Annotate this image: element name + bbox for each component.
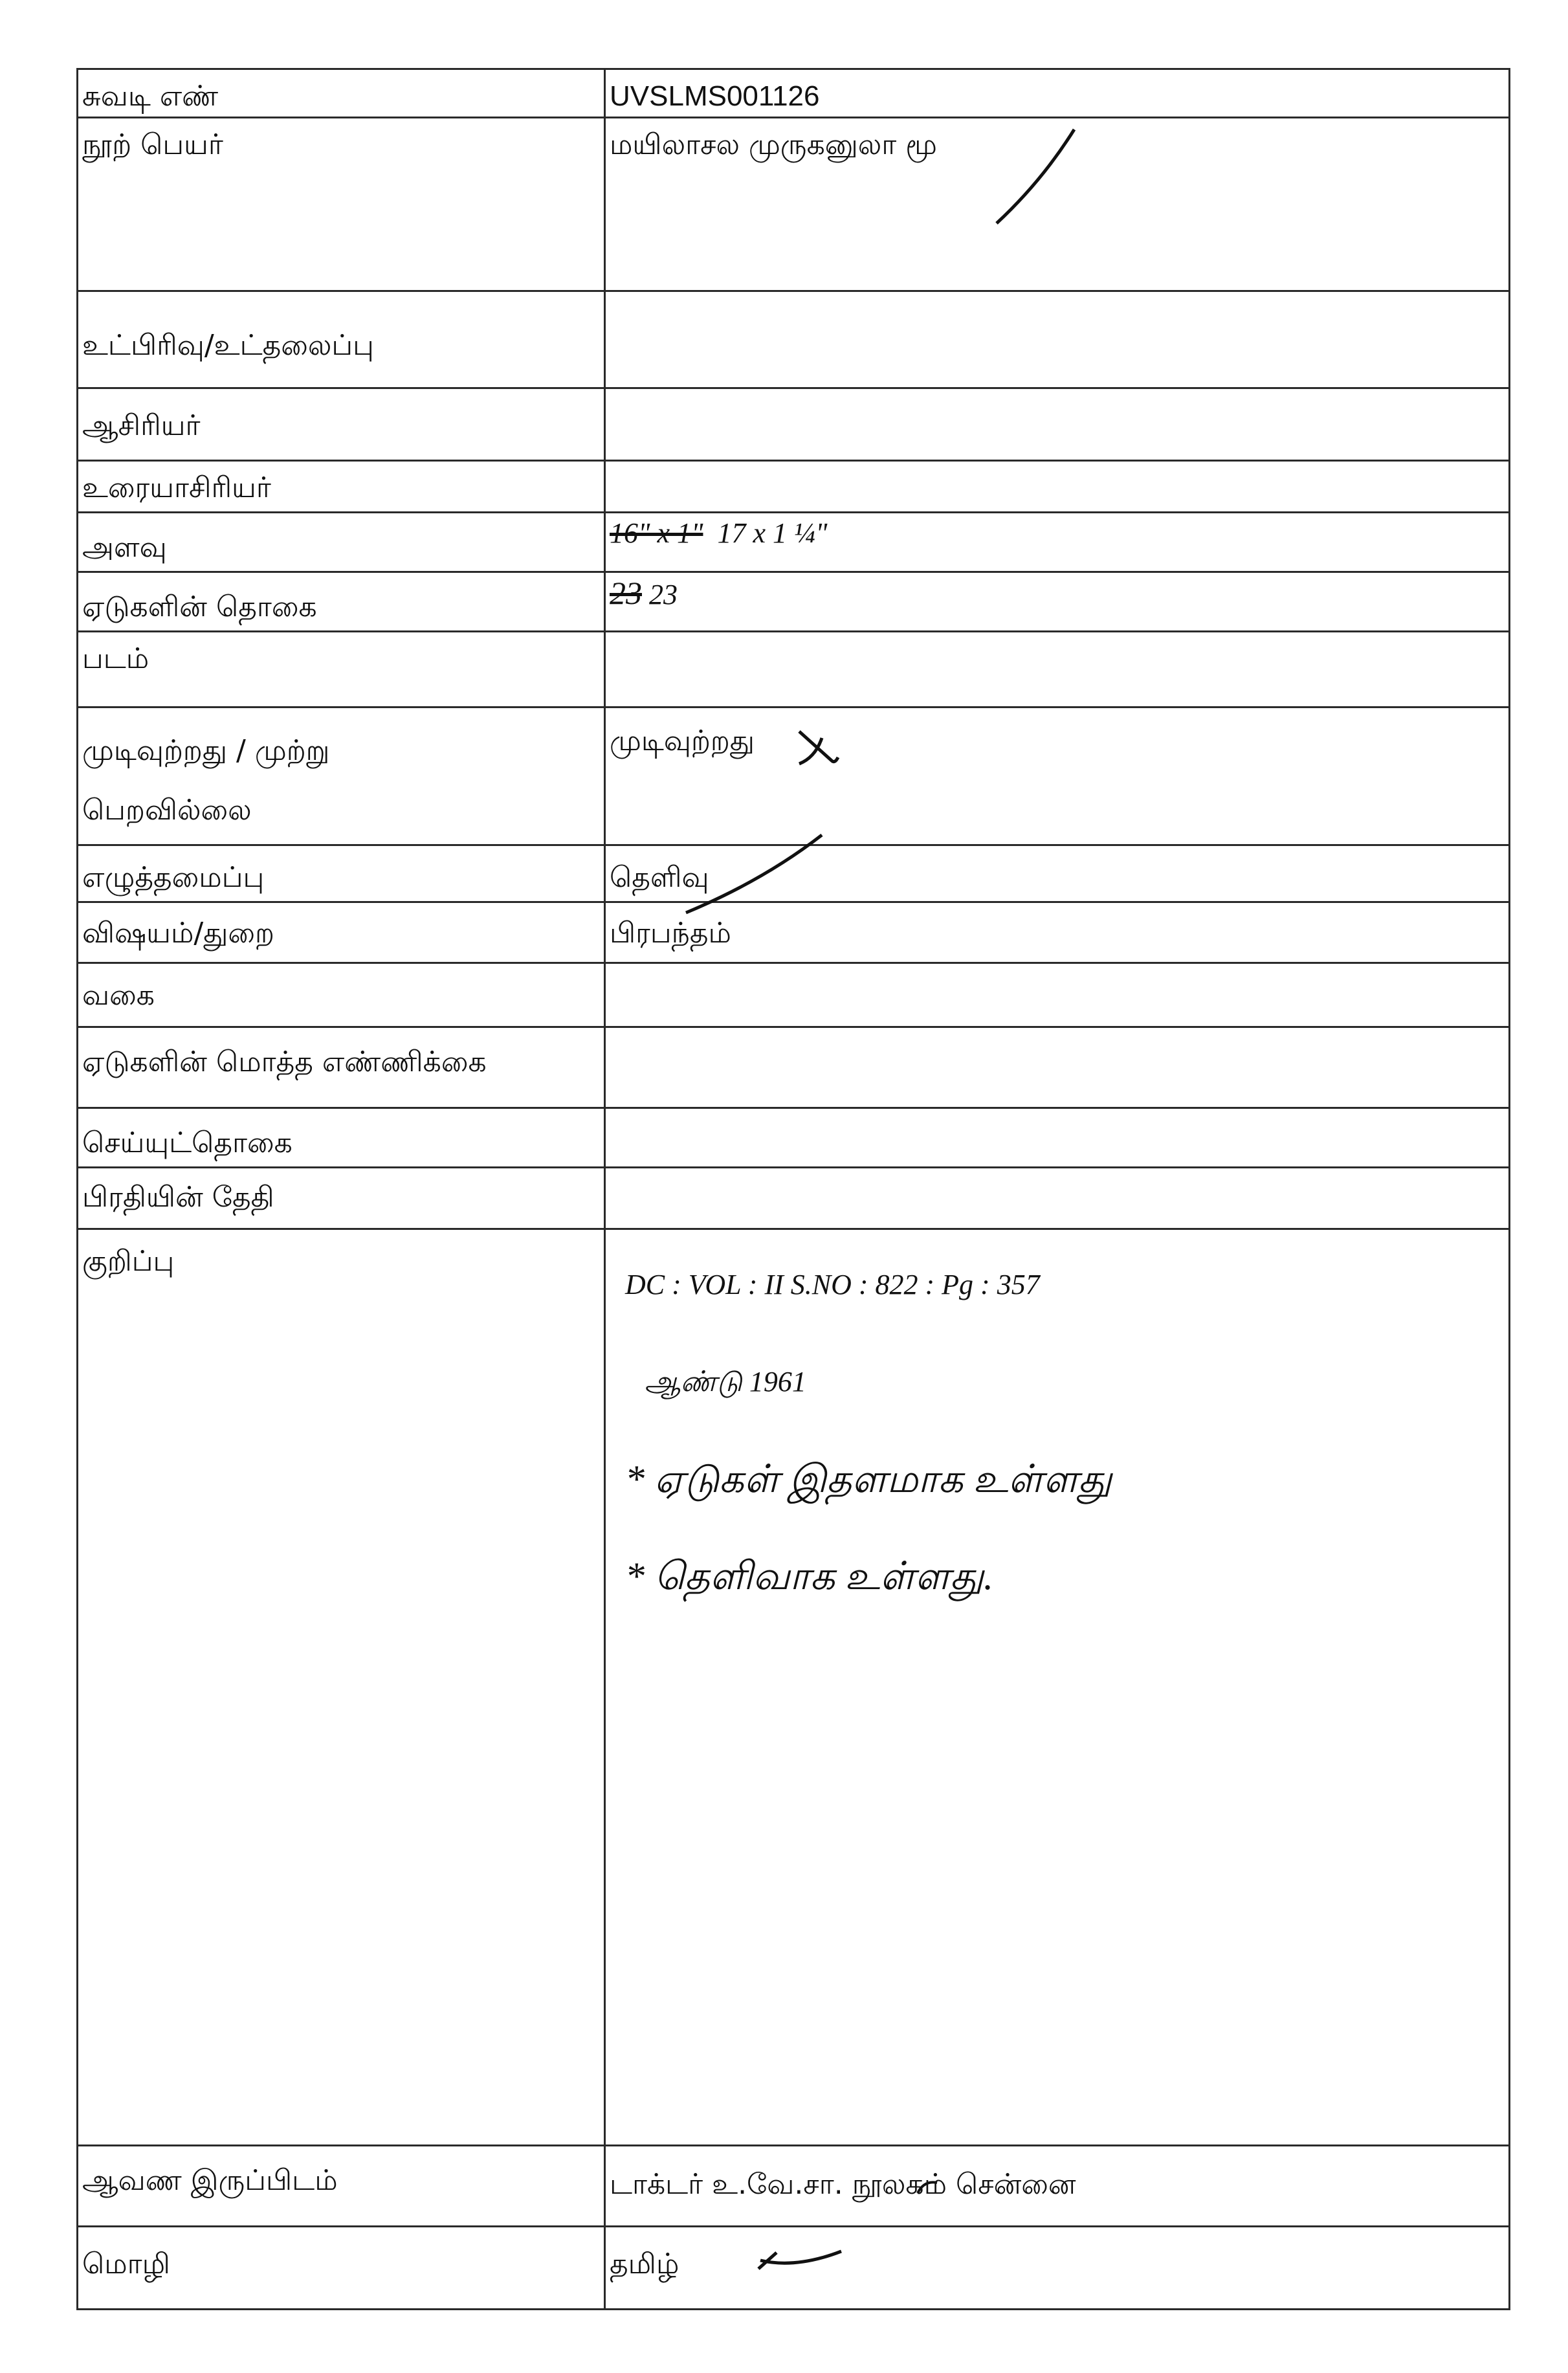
row-subject [78, 902, 1510, 963]
size-corrected-value: 17 x 1 ¼" [717, 517, 828, 549]
label-subject: விஷயம்/துறை [78, 902, 605, 963]
manuscript-catalog-table [76, 68, 1510, 2310]
value-author [605, 388, 1510, 461]
row-verse-count [78, 1108, 1510, 1168]
label-verse-count: செய்யுட்தொகை [78, 1108, 605, 1168]
value-completion: முடிவுற்றது [605, 707, 1510, 845]
value-size [605, 513, 1510, 572]
value-type [605, 963, 1510, 1027]
row-repository [78, 2146, 1510, 2227]
label-language: மொழி [78, 2227, 605, 2310]
value-verse-count [605, 1108, 1510, 1168]
label-total-leaves: ஏடுகளின் மொத்த எண்ணிக்கை [78, 1027, 605, 1108]
value-total-leaves [605, 1027, 1510, 1108]
value-subsection [605, 291, 1510, 388]
leaf-count-struck-value: 23 [610, 575, 642, 611]
label-leaf-count: ஏடுகளின் தொகை [78, 572, 605, 632]
note-line-year: ஆண்டு 1961 [645, 1366, 806, 1398]
row-script-clarity [78, 845, 1510, 902]
label-size: அளவு [78, 513, 605, 572]
row-completion [78, 707, 1510, 845]
label-serial-number: சுவடி எண் [78, 69, 605, 118]
value-copy-date [605, 1168, 1510, 1229]
label-script-clarity: எழுத்தமைப்பு [78, 845, 605, 902]
label-subsection: உட்பிரிவு/உட்தலைப்பு [78, 291, 605, 388]
label-copy-date: பிரதியின் தேதி [78, 1168, 605, 1229]
label-title: நூற் பெயர் [78, 118, 605, 291]
note-line-condition: * ஏடுகள் இதளமாக உள்ளது [625, 1458, 1112, 1500]
value-subject: பிரபந்தம் [605, 902, 1510, 963]
row-total-leaves [78, 1027, 1510, 1108]
leaf-count-corrected-value: 23 [649, 579, 678, 610]
row-size [78, 513, 1510, 572]
row-language [78, 2227, 1510, 2310]
row-type [78, 963, 1510, 1027]
label-commentator: உரையாசிரியர் [78, 461, 605, 513]
value-notes [605, 1229, 1510, 2146]
row-subsection [78, 291, 1510, 388]
value-leaf-count [605, 572, 1510, 632]
label-completion-line2: பெறவில்லை [82, 794, 252, 827]
label-author: ஆசிரியர் [78, 388, 605, 461]
value-repository: டாக்டர் உ.வே.சா. நூலகம் சென்னை [605, 2146, 1510, 2227]
row-author [78, 388, 1510, 461]
row-commentator [78, 461, 1510, 513]
value-serial-number: UVSLMS001126 [605, 69, 1510, 118]
label-type: வகை [78, 963, 605, 1027]
label-completion-line1: முடிவுற்றது / முற்று [82, 734, 330, 767]
value-language: தமிழ் [605, 2227, 1510, 2310]
note-line-clarity: * தெளிவாக உள்ளது. [625, 1555, 994, 1598]
note-line-reference: DC : VOL : II S.NO : 822 : Pg : 357 [625, 1269, 1040, 1300]
value-commentator [605, 461, 1510, 513]
value-illustration [605, 632, 1510, 707]
value-title: மயிலாசல முருகனுலா மூ [605, 118, 1510, 291]
row-copy-date [78, 1168, 1510, 1229]
row-notes [78, 1229, 1510, 2146]
label-repository: ஆவண இருப்பிடம் [78, 2146, 605, 2227]
label-completion [78, 707, 605, 845]
size-struck-value: 16" x 1" [610, 517, 703, 549]
value-script-clarity: தெளிவு [605, 845, 1510, 902]
label-illustration: படம் [78, 632, 605, 707]
row-title [78, 118, 1510, 291]
row-illustration [78, 632, 1510, 707]
label-notes: குறிப்பு [78, 1229, 605, 2146]
row-leaf-count [78, 572, 1510, 632]
row-serial-number [78, 69, 1510, 118]
